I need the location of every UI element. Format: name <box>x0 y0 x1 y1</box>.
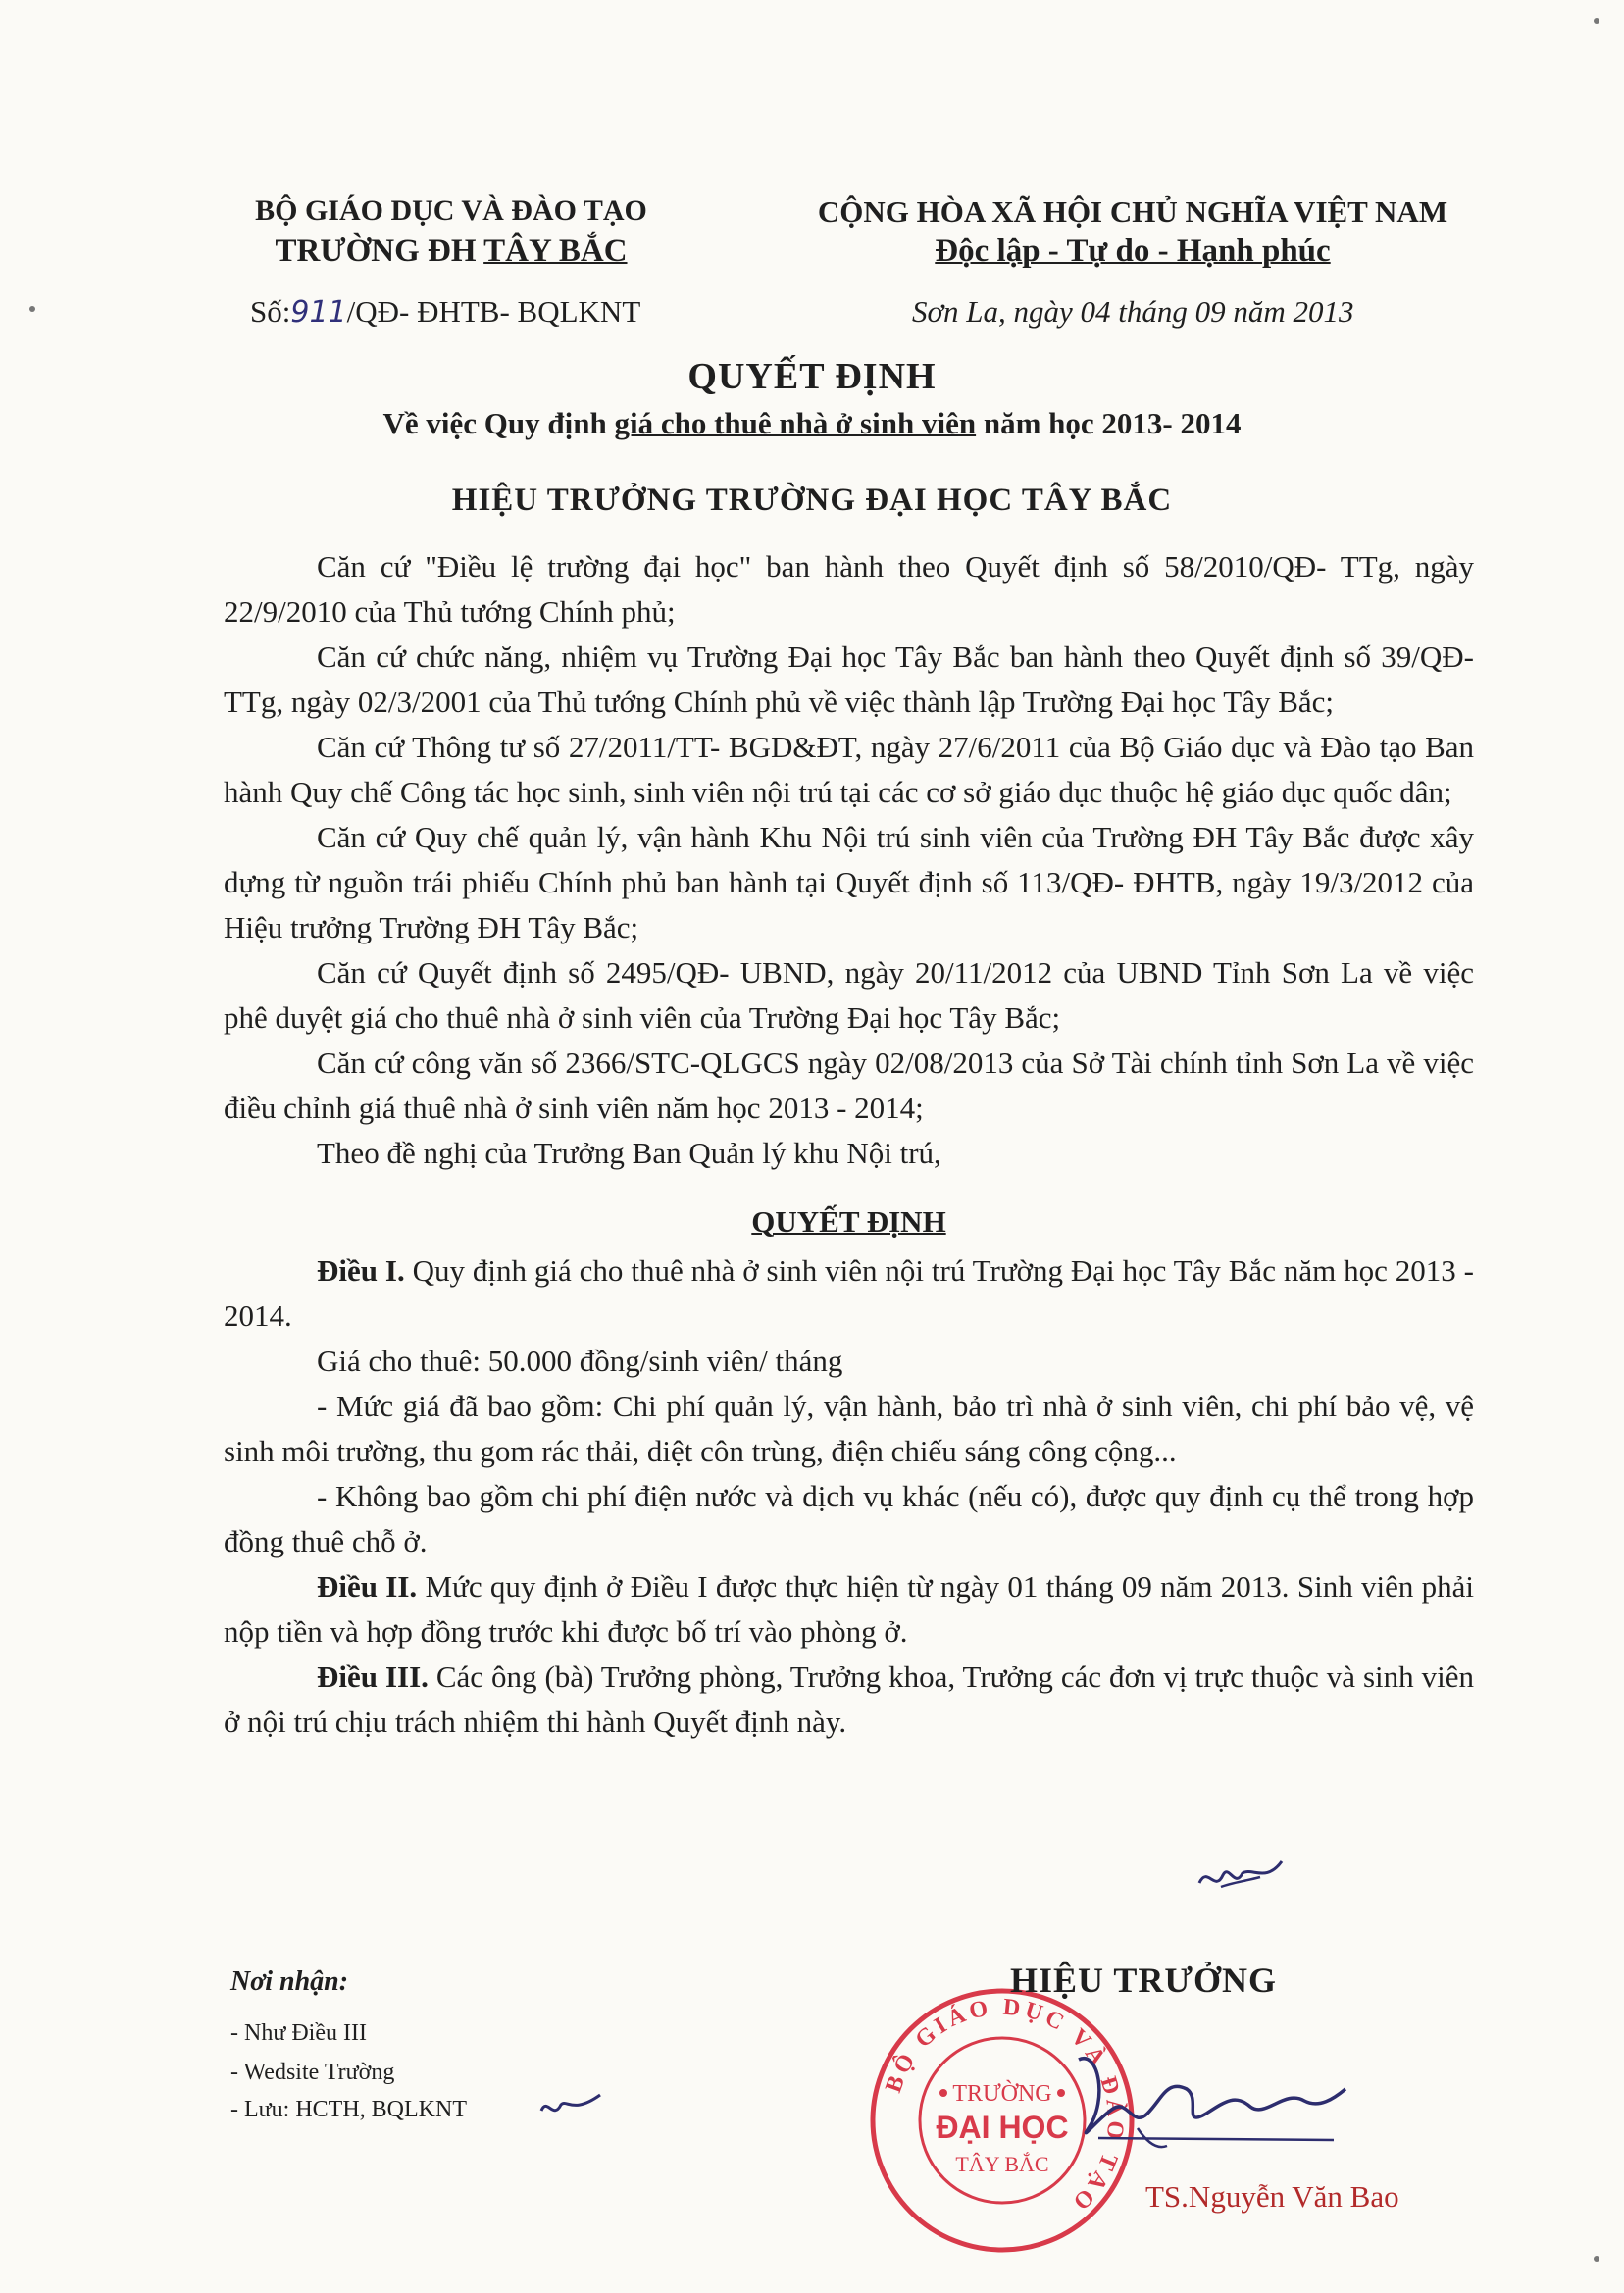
issuing-authority: HIỆU TRƯỞNG TRƯỜNG ĐẠI HỌC TÂY BẮC <box>451 483 1173 518</box>
document-title: QUYẾT ĐỊNH <box>687 356 937 397</box>
national-motto <box>775 233 1491 270</box>
handwritten-number: 911 <box>290 295 347 330</box>
scan-speck <box>29 306 35 312</box>
seal-line-2: ĐẠI HỌC <box>936 2110 1069 2145</box>
preamble-item: Căn cứ Thông tư số 27/2011/TT- BGD&ĐT, ngày 27/6/2011 của Bộ Giáo dục và Đào tạo Ban hành Quy chế Công tác học sinh, sinh viên nội trú tại các cơ sở giáo dục thuộc hệ giáo dục quốc dân; <box>224 730 1474 809</box>
recipient-item: - Như Điều III <box>230 2020 367 2046</box>
document-body <box>224 544 1474 1745</box>
price-included: - Mức giá đã bao gồm: Chi phí quản lý, vận hành, bảo trì nhà ở sinh viên, chi phí bảo vệ, vệ sinh môi trường, thu gom rác thải, diệt côn trùng, điện chiếu sáng công cộng... <box>224 1389 1474 1468</box>
school-prefix: TRƯỜNG ĐH <box>275 233 484 269</box>
document-subject <box>0 406 1624 441</box>
signer-title: HIỆU TRƯỞNG <box>1010 1961 1278 2000</box>
recipient-item: - Wedsite Trường <box>230 2060 395 2085</box>
number-suffix: /QĐ- ĐHTB- BQLKNT <box>346 294 641 329</box>
subject-underlined: giá cho thuê nhà ở sinh viên <box>614 406 977 440</box>
ministry-name: BỘ GIÁO DỤC VÀ ĐÀO TẠO <box>255 194 647 227</box>
signer-name: TS.Nguyễn Văn Bao <box>1145 2179 1399 2214</box>
seal-outer-text: BỘ GIÁO DỤC VÀ ĐÀO TẠO <box>881 1994 1129 2217</box>
initial-mark-icon <box>1192 1854 1290 1903</box>
preamble-item: Căn cứ Quy chế quản lý, vận hành Khu Nội trú sinh viên của Trường ĐH Tây Bắc được xây dựng từ nguồn trái phiếu Chính phủ ban hành tại Quyết định số 113/QĐ- ĐHTB, ngày 19/3/2012 của Hiệu trưởng Trường ĐH Tây Bắc; <box>224 820 1474 944</box>
scan-speck <box>1594 2256 1599 2262</box>
seal-line-1: TRƯỜNG <box>952 2081 1052 2107</box>
seal-line-3: TÂY BẮC <box>955 2152 1049 2176</box>
article-1 <box>224 1248 1474 1339</box>
subject-suffix: năm học 2013- 2014 <box>976 406 1242 440</box>
decision-heading: QUYẾT ĐỊNH <box>751 1204 946 1239</box>
preamble-item: Căn cứ công văn số 2366/STC-QLGCS ngày 02/08/2013 của Sở Tài chính tỉnh Sơn La về việc điều chỉnh giá thuê nhà ở sinh viên năm học 2013 - 2014; <box>224 1045 1474 1125</box>
school-name-underlined: TÂY BẮC <box>483 233 628 269</box>
article-1-text: Quy định giá cho thuê nhà ở sinh viên nội trú Trường Đại học Tây Bắc năm học 2013 - 2014. <box>224 1253 1474 1333</box>
number-prefix: Số: <box>250 294 291 329</box>
article-3-text: Các ông (bà) Trưởng phòng, Trưởng khoa, Trưởng các đơn vị trực thuộc và sinh viên ở nội trú chịu trách nhiệm thi hành Quyết định này. <box>224 1659 1474 1739</box>
school-name <box>216 233 686 270</box>
preamble-item: Căn cứ "Điều lệ trường đại học" ban hành theo Quyết định số 58/2010/QĐ- TTg, ngày 22/9/2010 của Thủ tướng Chính phủ; <box>224 549 1474 629</box>
article-2 <box>224 1564 1474 1655</box>
preamble-item: Căn cứ Quyết định số 2495/QĐ- UBND, ngày 20/11/2012 của UBND Tỉnh Sơn La về việc phê duyệt giá cho thuê nhà ở sinh viên của Trường Đại học Tây Bắc; <box>224 955 1474 1035</box>
recipient-item: - Lưu: HCTH, BQLKNT <box>230 2097 467 2122</box>
preamble-item: Căn cứ chức năng, nhiệm vụ Trường Đại học Tây Bắc ban hành theo Quyết định số 39/QĐ- TTg, ngày 02/3/2001 của Thủ tướng Chính phủ về việc thành lập Trường Đại học Tây Bắc; <box>224 639 1474 719</box>
article-2-text: Mức quy định ở Điều I được thực hiện từ ngày 01 tháng 09 năm 2013. Sinh viên phải nộp tiền và hợp đồng trước khi được bố trí vào phòng ở. <box>224 1569 1474 1649</box>
article-3 <box>224 1655 1474 1745</box>
place-date: Sơn La, ngày 04 tháng 09 năm 2013 <box>912 294 1354 329</box>
scan-speck <box>1594 18 1599 24</box>
recipients-title: Nơi nhận: <box>230 1966 349 1997</box>
article-3-label: Điều III. <box>317 1659 429 1694</box>
initial-mark-icon <box>537 2091 606 2126</box>
price-excluded: - Không bao gồm chi phí điện nước và dịch vụ khác (nếu có), được quy định cụ thể trong hợp đồng thuê chỗ ở. <box>224 1479 1474 1558</box>
motto-text: Độc lập - Tự do - Hạnh phúc <box>935 233 1331 269</box>
article-1-label: Điều I. <box>317 1253 405 1288</box>
subject-prefix: Về việc Quy định <box>382 406 615 440</box>
signature-icon <box>1040 2020 1353 2177</box>
preamble-item: Theo đề nghị của Trưởng Ban Quản lý khu Nội trú, <box>317 1136 941 1170</box>
document-number <box>250 294 640 330</box>
article-2-label: Điều II. <box>317 1569 418 1604</box>
country-name: CỘNG HÒA XÃ HỘI CHỦ NGHĨA VIỆT NAM <box>817 194 1448 229</box>
rental-price: Giá cho thuê: 50.000 đồng/sinh viên/ tháng <box>317 1344 843 1378</box>
